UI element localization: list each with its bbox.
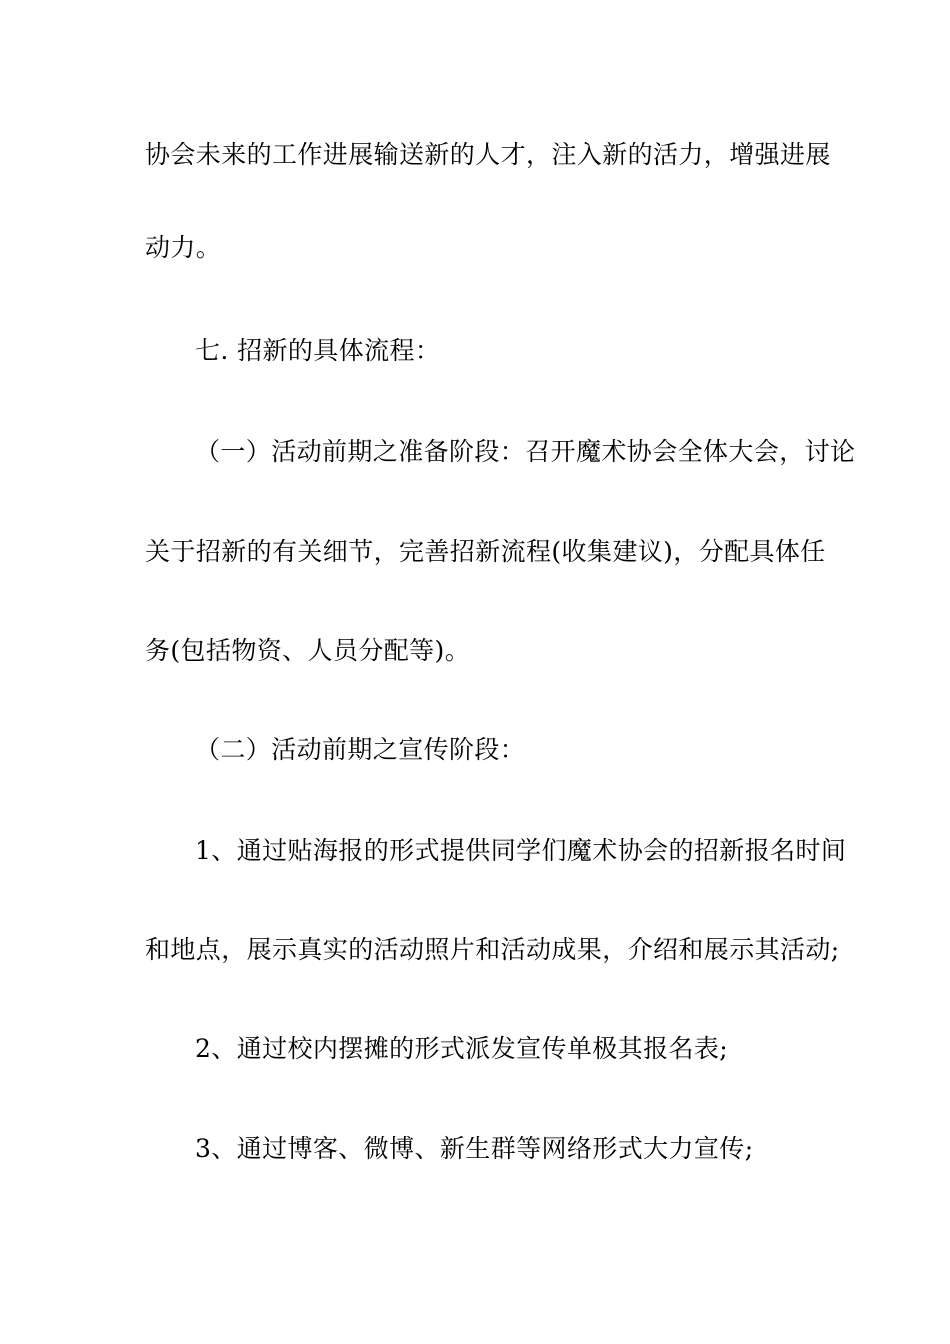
paragraph-line-2: 动力。	[145, 233, 222, 262]
list-item-3: 3、通过博客、微博、新生群等网络形式大力宣传;	[195, 1134, 754, 1163]
list-item-2: 2、通过校内摆摊的形式派发宣传单极其报名表;	[195, 1034, 729, 1063]
paragraph-line-6: 务(包括物资、人员分配等)。	[145, 636, 471, 665]
list-item-1-continued: 和地点，展示真实的活动照片和活动成果，介绍和展示其活动;	[145, 935, 840, 964]
list-item-1: 1、通过贴海报的形式提供同学们魔术协会的招新报名时间	[195, 836, 847, 865]
paragraph-line-5: 关于招新的有关细节，完善招新流程(收集建议)，分配具体任	[145, 537, 826, 566]
paragraph-line-1: 协会未来的工作进展输送新的人才，注入新的活力，增强进展	[145, 140, 831, 169]
subsection-heading-1: （一）活动前期之准备阶段：召开魔术协会全体大会，讨论	[195, 437, 856, 466]
section-heading-7: 七. 招新的具体流程：	[195, 336, 441, 365]
subsection-heading-2: （二）活动前期之宣传阶段：	[195, 735, 526, 764]
